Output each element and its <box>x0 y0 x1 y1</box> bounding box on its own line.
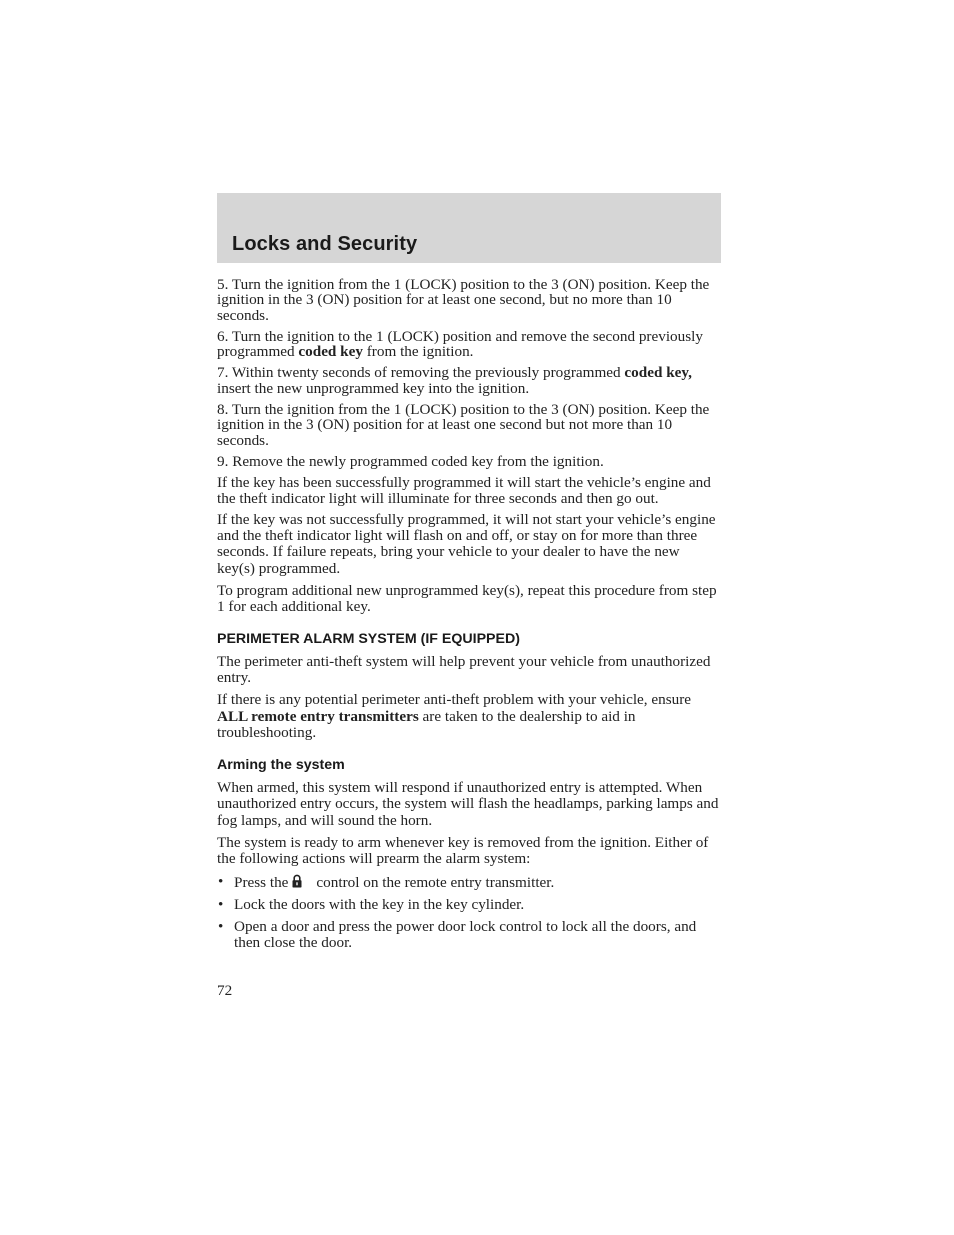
bullet-2-text: Lock the doors with the key in the key cylinder. <box>234 895 525 913</box>
step-7-text: 7. Within twenty seconds of removing the previously programmed <box>217 364 625 382</box>
section-header-band <box>217 193 721 263</box>
page-content <box>217 277 721 957</box>
step-6-text-end: from the ignition. <box>362 343 474 361</box>
bullet-glyph: • <box>218 872 224 890</box>
list-item <box>217 919 721 951</box>
arming-actions-list <box>217 874 721 951</box>
note-additional: To program additional new unprogrammed key(s), repeat this procedure from step 1 for each additional key. <box>217 582 717 616</box>
perimeter-paragraph-2 <box>217 692 721 741</box>
bullet-3-text: Open a door and press the power door lock control to lock all the doors, and then close the door. <box>234 917 697 951</box>
arming-paragraph-1: When armed, this system will respond if unauthorized entry is attempted. When unauthorized entry occurs, the system will flash the headlamps, parking lamps and fog lamps, and will sound the horn. <box>217 779 719 829</box>
section-title: Locks and Security <box>232 233 418 255</box>
bullet-1-text-end: control on the remote entry transmitter. <box>316 873 555 891</box>
page-number: 72 <box>217 982 233 999</box>
arming-heading: Arming the system <box>217 757 345 774</box>
step-6-text: 6. Turn the ignition to the 1 (LOCK) position and remove the second previously programmed <box>217 327 703 361</box>
step-6-emphasis: coded key <box>298 343 363 361</box>
step-5: 5. Turn the ignition from the 1 (LOCK) position to the 3 (ON) position. Keep the ignition in the 3 (ON) position for at least one second, but no more than 10 seconds. <box>217 276 710 324</box>
arming-paragraph-2: The system is ready to arm whenever key is removed from the ignition. Either of the following actions will prearm the alarm system: <box>217 834 709 868</box>
list-item <box>217 874 721 891</box>
perimeter-p2-text-end: are taken to the dealership to aid in troubleshooting. <box>217 707 636 741</box>
step-7-text-end: insert the new unprogrammed key into the ignition. <box>217 379 530 397</box>
lock-icon <box>292 874 302 888</box>
step-6 <box>217 329 721 360</box>
bullet-glyph: • <box>218 917 224 935</box>
perimeter-p2-emphasis: ALL remote entry transmitters <box>217 707 419 725</box>
perimeter-paragraph-1: The perimeter anti-theft system will help prevent your vehicle from unauthorized entry. <box>217 652 711 686</box>
step-8: 8. Turn the ignition from the 1 (LOCK) position to the 3 (ON) position. Keep the ignition in the 3 (ON) position for at least one second but not more than 10 seconds. <box>217 401 710 449</box>
note-success: If the key has been successfully programmed it will start the vehicle’s engine and the theft indicator light will illuminate for three seconds and then go out. <box>217 474 711 507</box>
step-9: 9. Remove the newly programmed coded key from the ignition. <box>217 452 604 470</box>
bullet-glyph: • <box>218 895 224 913</box>
step-7 <box>217 365 721 396</box>
bullet-1-text: Press the <box>234 873 289 891</box>
step-7-emphasis: coded key, <box>624 364 692 382</box>
note-failure: If the key was not successfully programmed, it will not start your vehicle’s engine and the theft indicator light will flash on and off, or stay on for more than three seconds. If failure repeats, bring your vehicle to your dealer to have the new key(s) programmed. <box>217 510 716 577</box>
perimeter-heading: PERIMETER ALARM SYSTEM (IF EQUIPPED) <box>217 630 520 647</box>
list-item <box>217 897 721 913</box>
perimeter-p2-text: If there is any potential perimeter anti-theft problem with your vehicle, ensure <box>217 691 692 709</box>
